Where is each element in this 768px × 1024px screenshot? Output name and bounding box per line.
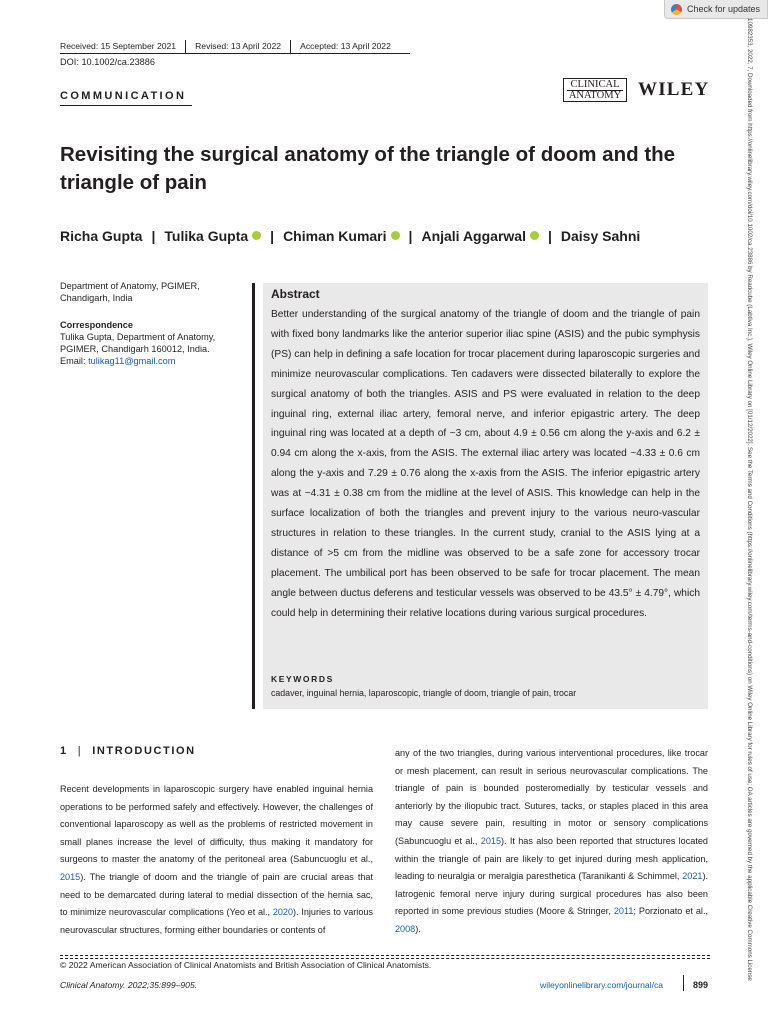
email-label: Email: <box>60 356 89 366</box>
article-title: Revisiting the surgical anatomy of the triangle of doom and the triangle of pain <box>60 143 676 194</box>
section-bar: | <box>77 745 83 757</box>
check-for-updates-label: Check for updates <box>687 4 761 14</box>
divider <box>290 40 291 54</box>
orcid-icon[interactable] <box>252 231 261 240</box>
footer-rule <box>60 955 710 956</box>
doi: DOI: 10.1002/ca.23886 <box>60 57 156 67</box>
correspondence-label: Correspondence <box>60 320 134 330</box>
introduction-heading <box>60 745 196 757</box>
author-name-text: Richa Gupta <box>60 228 143 244</box>
section-label: COMMUNICATION <box>60 90 187 102</box>
revised-date: Revised: 13 April 2022 <box>195 41 282 52</box>
citation-year-link[interactable]: 2015 <box>480 835 502 846</box>
author-separator: | <box>547 228 552 244</box>
article-dates <box>60 40 391 54</box>
paragraph-text: ). Injuries to various neurovascular structures, forming either boundaries or contents of <box>60 907 373 935</box>
correspondence-text: Tulika Gupta, Department of Anatomy, PGIMER, Chandigarh 160012, India. <box>60 332 216 354</box>
author-name <box>283 228 399 244</box>
journal-logo <box>563 78 627 102</box>
section-title: INTRODUCTION <box>92 745 196 757</box>
paragraph-text: ). The triangle of doom and the triangle of pain are crucial areas that need to be demarcated during lateral to medial dissection of the hernia sac, to minimize neurovascular complications (Yeo et al., <box>60 871 373 918</box>
email-link[interactable]: tulikag11@gmail.com <box>88 356 176 366</box>
paragraph-text: Recent developments in laparoscopic surgery have enabled inguinal hernia operations to be performed safely and effectively. However, the challenges of conventional laparoscopy as well as the problems of restricted movement in small planes increase the level of difficulty, thus making it mandatory for surgeons to master the anatomy of the peritoneal area (Sabuncuoglu et al., <box>60 784 373 865</box>
paragraph-text: ). It has also been reported that structures located within the triangle of pain are likely to get injured during mesh application, leading to neuralgia or meralgia paresthetica (Taranikanti & Schimmel, <box>395 835 708 882</box>
abstract-heading: Abstract <box>271 287 320 301</box>
paragraph-text: any of the two triangles, during various interventional procedures, like trocar or mesh placement, can result in serious neurovascular complications. The triangle of pain is bounded posteromedially by testicular vessels and anteriorly by the iliopubic tract. Sutures, tacks, or staples placed in this area may cause severe pain, resulting in motor or sensory complications (Sabuncuoglu et al., <box>395 748 708 846</box>
keywords-text: cadaver, inguinal hernia, laparoscopic, triangle of doom, triangle of pain, trocar <box>271 688 577 698</box>
orcid-icon[interactable] <box>391 231 400 240</box>
journal-url-link[interactable]: wileyonlinelibrary.com/journal/ca <box>540 980 664 990</box>
author-name <box>164 228 261 244</box>
author-name-text: Anjali Aggarwal <box>421 228 526 244</box>
author-name-text: Daisy Sahni <box>560 228 641 244</box>
keywords-label: KEYWORDS <box>271 674 334 684</box>
affiliation: Department of Anatomy, PGIMER, Chandigarh, India <box>60 281 200 303</box>
citation-year-link[interactable]: 2015 <box>60 871 81 882</box>
orcid-icon[interactable] <box>530 231 539 240</box>
section-rule <box>60 105 192 106</box>
paragraph-text: ). Iatrogenic femoral nerve injury during surgical procedures has also been reported in some previous studies (Moore & Stringer, <box>395 871 708 917</box>
author-name-text: Tulika Gupta <box>164 228 249 244</box>
copyright-notice: © 2022 American Association of Clinical Anatomists and British Association of Clinical Anatomists. <box>60 960 432 970</box>
author-separator: | <box>408 228 413 244</box>
author-name <box>561 228 640 244</box>
journal-citation: Clinical Anatomy. 2022;35:899–905. <box>60 980 198 990</box>
correspondence <box>60 319 240 367</box>
received-date: Received: 15 September 2021 <box>60 41 177 52</box>
paragraph-text: ). <box>415 923 421 934</box>
citation-year-link[interactable]: 2020 <box>272 907 294 918</box>
footer-rule <box>60 958 710 959</box>
dates-rule <box>60 53 410 54</box>
accepted-date: Accepted: 13 April 2022 <box>300 41 391 52</box>
citation-year-link[interactable]: 2011 <box>613 906 634 917</box>
section-number: 1 <box>60 745 68 757</box>
crossmark-icon <box>671 4 682 15</box>
journal-logo-line1: CLINICAL <box>567 80 623 91</box>
author-separator: | <box>270 228 275 244</box>
abstract-text: Better understanding of the surgical anatomy of the triangle of doom and the triangle of pain with fixed bony landmarks like the anterior superior iliac spine (ASIS) and the pubic symphysis (PS) can help in defining a safe location for trocar placement during laparoscopic surgeries and minimize neurovascular complications. Ten cadavers were dissected bilaterally to explore the surgical anatomy of both the triangles. ASIS and PS were evaluated in relation to the deep inguinal ring, external iliac artery, femoral nerve, and inferior epigastric artery. The deep inguinal ring was located at a depth of ~3 cm, about 4.9 ± 0.56 cm along the y-axis and 6.2 ± 0.94 cm along the x-axis, from the ASIS. The external iliac artery was located ~4.33 ± 0.6 cm along the y-axis and 7.29 ± 0.76 along the x-axis from the ASIS. The inferior epigastric artery was at ~4.31 ± 0.38 cm from the midline at the level of ASIS. This knowledge can help in the surface localization of both the triangles and prevent injury to the various neuro-vascular structures in relation to these triangles. In the current study, cranial to the ASIS lying at a distance of >5 cm from the midline was observed to be a safe zone for accessory trocar placement. The umbilical port has been observed to be safe for trocar placement. The mean angle between ductus deferens and testicular vessels was observed to be 43.5° ± 4.79°, which could help in determining their relative locations during various surgical procedures. <box>271 309 700 619</box>
author-name <box>60 228 142 244</box>
intro-right-column <box>395 745 708 939</box>
abstract-rule <box>252 283 255 709</box>
publisher-logo: WILEY <box>638 79 710 100</box>
download-side-notice: 10982353, 2022, 7, Downloaded from https://onlinelibrary.wiley.com/doi/10.1002/ca.23886 by Readcube (Labtiva Inc.), Wiley Online Library on [01/12/2022]. See the Terms and Conditions (https://onlinelibrary.wiley.com/terms-and-conditions) on Wiley Online Library for rules of use; OA articles are governed by the applicable Creative Commons License <box>746 18 753 981</box>
divider <box>185 40 186 54</box>
author-name <box>421 228 539 244</box>
author-list <box>60 228 720 244</box>
paragraph-text: ; Porzionato et al., <box>633 906 708 917</box>
journal-logo-line2: ANATOMY <box>568 90 622 101</box>
page-number-divider <box>683 975 684 991</box>
intro-left-column <box>60 781 373 939</box>
citation-year-link[interactable]: 2008 <box>395 923 416 934</box>
check-for-updates-button[interactable] <box>664 0 768 19</box>
citation-year-link[interactable]: 2021 <box>682 871 703 882</box>
author-separator: | <box>151 228 156 244</box>
correspondence-email <box>60 355 240 367</box>
page-number: 899 <box>693 980 709 990</box>
author-name-text: Chiman Kumari <box>283 228 387 244</box>
